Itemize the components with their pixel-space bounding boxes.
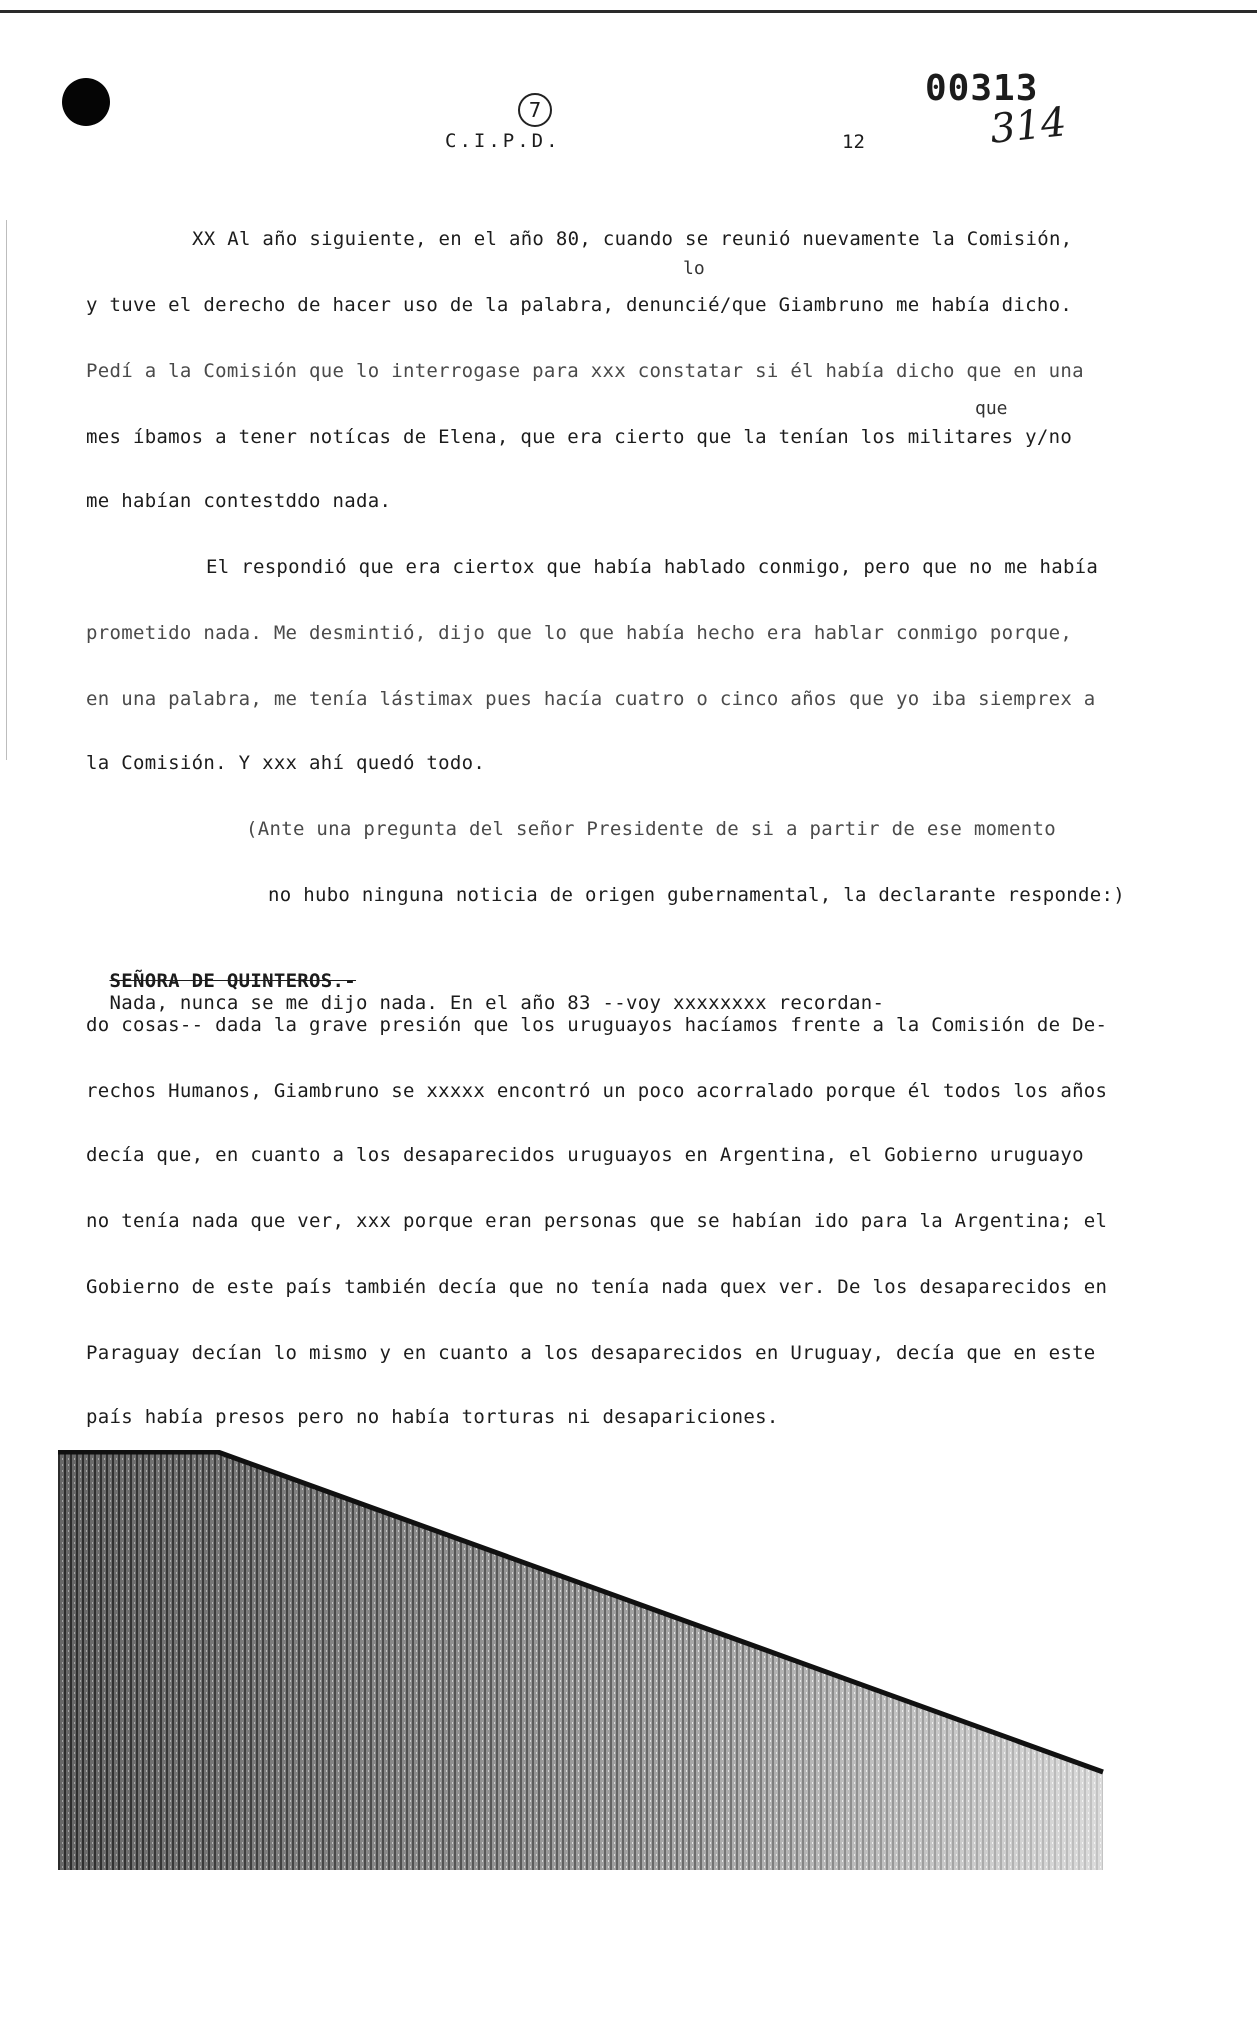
text-line-18: Paraguay decían lo mismo y en cuanto a los desaparecidos en Uruguay, decía que en este <box>86 1342 1096 1364</box>
binder-hole <box>62 78 110 126</box>
text-line-12: Nada, nunca se me dijo nada. En el año 83 --voy xxxxxxxx recordan- <box>109 992 885 1014</box>
text-line-1: XX Al año siguiente, en el año 80, cuando se reunió nuevamente la Comisión, <box>192 228 1073 250</box>
text-line-14: rechos Humanos, Giambruno se xxxxx encontró un poco acorralado porque él todos los años <box>86 1080 1108 1102</box>
circled-number: 7 <box>518 93 552 127</box>
text-line-2: y tuve el derecho de hacer uso de la palabra, denuncié/que Giambruno me había dicho. <box>86 294 1073 316</box>
speaker-line <box>86 948 884 1014</box>
speaker-label: SEÑORA DE QUINTEROS.- <box>109 970 357 992</box>
photocopy-fold-shadow <box>58 1450 1108 1870</box>
text-line-3: Pedí a la Comisión que lo interrogase para xxx constatar si él había dicho que en una <box>86 360 1084 382</box>
text-line-13: do cosas-- dada la grave presión que los uruguayos hacíamos frente a la Comisión de De- <box>86 1014 1108 1036</box>
page-number: 12 <box>842 131 865 153</box>
text-line-16: no tenía nada que ver, xxx porque eran personas que se habían ido para la Argentina; el <box>86 1210 1108 1232</box>
interlinear-lo: lo <box>683 258 705 279</box>
text-line-17: Gobierno de este país también decía que no tenía nada quex ver. De los desaparecidos en <box>86 1276 1108 1298</box>
text-line-4: mes íbamos a tener notícas de Elena, que era cierto que la tenían los militares y/no <box>86 426 1073 448</box>
text-line-11: no hubo ninguna noticia de origen gubernamental, la declarante responde:) <box>268 884 1125 906</box>
text-line-10: (Ante una pregunta del señor Presidente de si a partir de ese momento <box>246 818 1056 840</box>
text-line-7: prometido nada. Me desmintió, dijo que lo que había hecho era hablar conmigo porque, <box>86 622 1073 644</box>
page-top-edge <box>0 10 1257 13</box>
text-line-5: me habían contestddo nada. <box>86 490 392 512</box>
margin-rule <box>6 220 7 760</box>
interlinear-que: que <box>975 398 1008 419</box>
text-line-9: la Comisión. Y xxx ahí quedó todo. <box>86 752 486 774</box>
text-line-8: en una palabra, me tenía lástimax pues hacía cuatro o cinco años que yo iba siemprex a <box>86 688 1096 710</box>
text-line-15: decía que, en cuanto a los desaparecidos uruguayos en Argentina, el Gobierno uruguayo <box>86 1144 1084 1166</box>
stamp-number: 00313 <box>925 68 1039 109</box>
handwritten-folio: 314 <box>987 99 1069 153</box>
text-line-6: El respondió que era ciertox que había hablado conmigo, pero que no me había <box>206 556 1099 578</box>
document-label: C.I.P.D. <box>445 130 561 152</box>
text-line-19: país había presos pero no había torturas ni desapariciones. <box>86 1406 779 1428</box>
